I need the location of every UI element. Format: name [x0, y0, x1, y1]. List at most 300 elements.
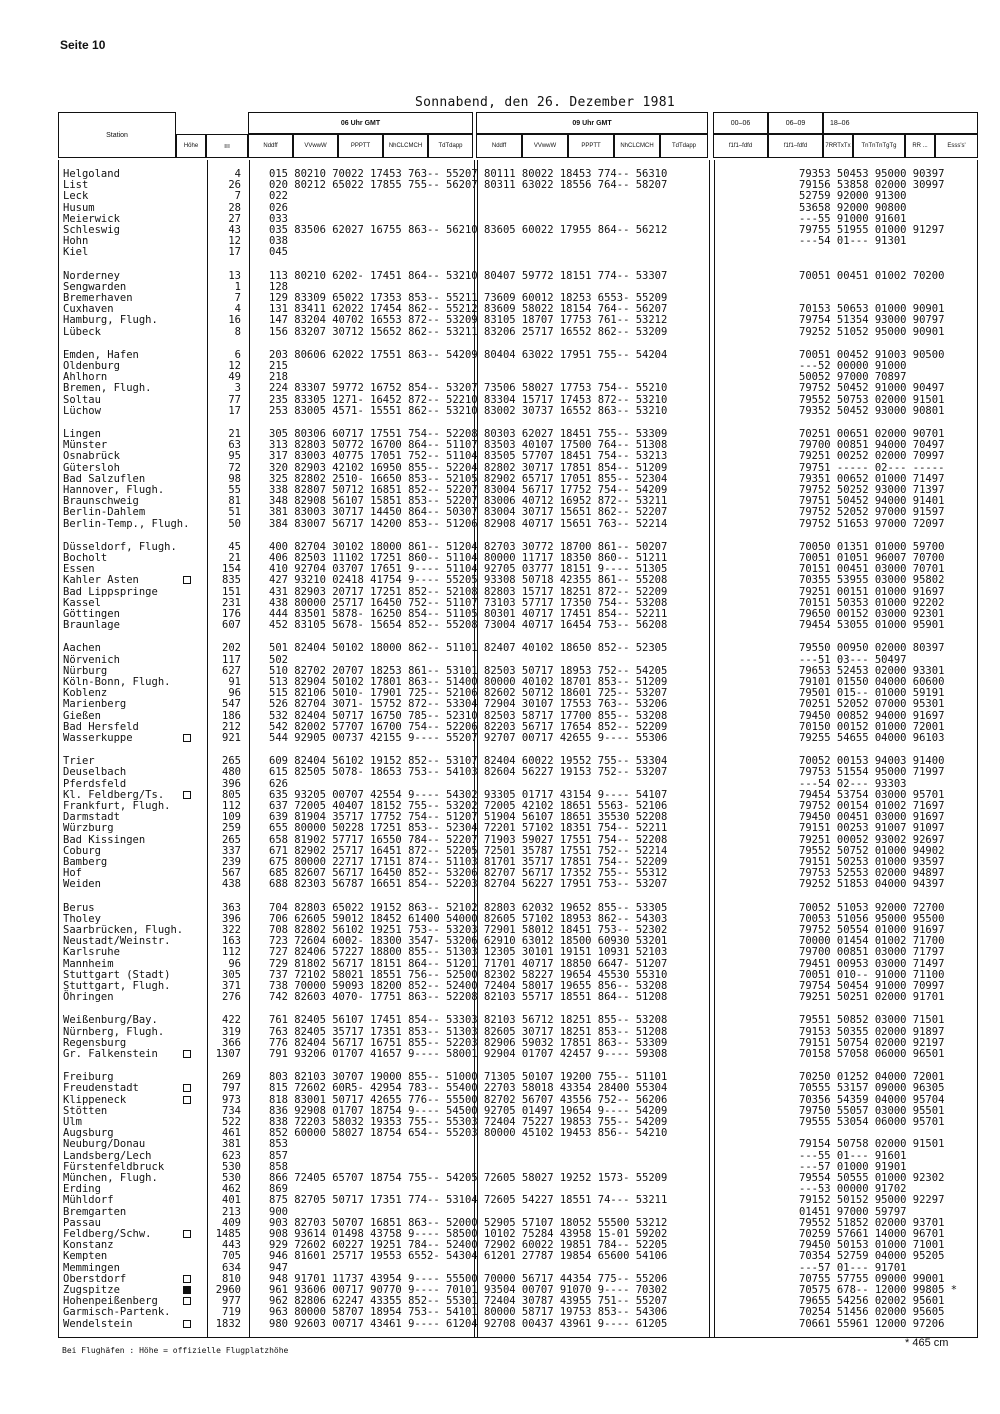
open-square-marker [183, 1230, 191, 1238]
table-row [59, 789, 979, 801]
obs-extra: 79353 50453 95000 90397 [799, 168, 945, 180]
table-row [59, 676, 979, 688]
obs-09utc: 82103 55717 18551 864-- 51208 [484, 991, 668, 1004]
obs-09utc: 73004 40717 16454 753-- 56208 [484, 619, 668, 632]
table-row [59, 552, 979, 564]
sub-06-clouds: NhCLCMCH [383, 134, 428, 158]
obs-09utc: 72901 58012 18451 753-- 52302 [484, 924, 668, 936]
table-row [59, 314, 979, 326]
table-row [59, 1071, 979, 1083]
station-name: Darmstadt [63, 811, 120, 824]
station-altitude: 91 [228, 676, 241, 688]
table-row [59, 281, 979, 293]
station-altitude: 202 [222, 642, 241, 655]
obs-09utc: 71903 59027 17551 754-- 52208 [484, 833, 668, 846]
obs-extra: 79450 00852 94000 91697 [799, 709, 945, 722]
obs-extra: 79151 00253 91007 91097 [799, 822, 945, 835]
iii-column-header: ııı [206, 134, 248, 158]
station-name: Karlsruhe [63, 946, 120, 959]
obs-06utc: 947 [269, 1261, 288, 1274]
station-altitude: 567 [222, 867, 241, 880]
table-row [59, 1138, 979, 1150]
station-name: Münster [63, 439, 108, 452]
obs-06utc: 147 83204 40702 16553 872-- 53209 [269, 314, 478, 327]
station-altitude: 921 [222, 732, 241, 744]
station-altitude: 396 [222, 777, 241, 790]
obs-06utc: 727 82406 57227 18800 855-- 51303 [269, 946, 478, 959]
obs-09utc: 93305 01717 43154 9---- 54107 [484, 788, 668, 801]
table-row [59, 574, 979, 586]
obs-06utc: 900 [269, 1205, 288, 1218]
station-altitude: 366 [222, 1036, 241, 1049]
obs-09utc: 82407 40102 18650 852-- 52305 [484, 642, 668, 655]
obs-extra: 79751 50452 94000 91401 [799, 495, 945, 508]
station-altitude: 112 [222, 800, 241, 812]
station-name: München, Flugh. [63, 1172, 158, 1184]
table-row [59, 654, 979, 666]
station-name: Koblenz [63, 687, 108, 700]
obs-09utc: 83004 30717 15651 862-- 52207 [484, 506, 668, 519]
station-name: Öhringen [63, 991, 114, 1004]
obs-06utc: 033 [269, 212, 288, 225]
table-row [59, 394, 979, 406]
table-row [59, 980, 979, 992]
obs-09utc: 72501 35787 17551 752-- 52214 [484, 844, 668, 857]
obs-09utc: 82503 58717 17700 855-- 53208 [484, 709, 668, 722]
obs-extra: ---55 91000 91601 [799, 212, 907, 225]
station-altitude: 480 [222, 766, 241, 779]
station-name: Osnabrück [63, 450, 120, 463]
open-square-marker [183, 576, 191, 584]
station-name: Saarbrücken, Flugh. [63, 924, 184, 936]
footnote-asterisk: * 465 cm [905, 1337, 949, 1349]
table-row [59, 991, 979, 1003]
obs-extra: 70150 00152 01000 72001 [799, 720, 945, 733]
obs-extra: 79351 00652 01000 71497 [799, 472, 945, 485]
sub-06-vvwww: VVwwW [293, 134, 338, 158]
station-altitude: 530 [222, 1160, 241, 1173]
table-row [59, 270, 979, 282]
station-altitude: 12 [228, 360, 241, 372]
obs-06utc: 305 80306 60717 17551 754-- 52208 [269, 428, 478, 440]
station-name: Husum [63, 201, 95, 214]
obs-extra: 79554 50555 01000 92302 [799, 1172, 945, 1184]
obs-06utc: 452 83105 5678- 15654 852-- 55208 [269, 619, 478, 632]
station-altitude: 422 [222, 1014, 241, 1027]
obs-extra: 79752 50554 01000 91697 [799, 924, 945, 936]
table-row [59, 235, 979, 247]
obs-extra: 79101 01550 04000 60600 [799, 676, 945, 688]
obs-extra: 70151 00451 03000 70701 [799, 563, 945, 576]
station-altitude: 213 [222, 1205, 241, 1218]
period-18-06-header: 18–06 [823, 112, 978, 134]
station-altitude: 77 [228, 393, 241, 406]
station-altitude: 51 [228, 506, 241, 519]
station-name: Feldberg/Schw. [63, 1228, 152, 1240]
station-altitude: 109 [222, 811, 241, 824]
station-name: Bremen, Flugh. [63, 382, 152, 395]
station-name: Garmisch-Partenk. [63, 1306, 171, 1319]
station-altitude: 734 [222, 1104, 241, 1117]
obs-09utc: 93504 00707 91070 9---- 70302 [484, 1284, 668, 1296]
obs-09utc: 73506 58027 17753 754-- 55210 [484, 382, 668, 395]
obs-06utc: 532 82404 50717 16750 785-- 52310 [269, 709, 478, 722]
obs-09utc: 83006 40712 16952 872-- 53211 [484, 495, 668, 508]
obs-extra: 79700 00851 94000 70497 [799, 439, 945, 452]
table-row [59, 969, 979, 981]
obs-09utc: 83105 18707 17753 761-- 53212 [484, 314, 668, 327]
obs-09utc: 83505 57707 18451 754-- 53213 [484, 450, 668, 463]
obs-09utc: 80000 58717 19753 853-- 54306 [484, 1306, 668, 1319]
station-altitude: 63 [228, 439, 241, 452]
table-row [59, 913, 979, 925]
sub-x-3: 7RRTxTx [823, 134, 853, 158]
observation-table [58, 160, 978, 1338]
station-altitude: 8 [234, 325, 241, 338]
obs-09utc: 51904 56107 18651 35530 52208 [484, 811, 668, 824]
station-altitude: 26 [228, 179, 241, 192]
obs-09utc: 82203 56717 17654 852-- 52209 [484, 720, 668, 733]
obs-09utc: 71305 50107 19200 755-- 51101 [484, 1071, 668, 1084]
obs-extra: 70575 678-- 12000 99805 * [799, 1284, 958, 1296]
obs-09utc: 73609 60012 18253 6553- 55209 [484, 292, 668, 304]
obs-06utc: 980 92603 00717 43461 9---- 61204 [269, 1317, 478, 1330]
station-name: Nürburg [63, 664, 108, 677]
obs-extra: 70053 51056 95000 95500 [799, 912, 945, 925]
station-name: Stötten [63, 1104, 108, 1117]
station-name: Ahlhorn [63, 371, 108, 384]
station-name: List [63, 179, 89, 192]
obs-09utc: 70000 56717 44354 775-- 55206 [484, 1272, 668, 1285]
station-name: Coburg [63, 844, 101, 857]
obs-09utc: 82605 57102 18953 862-- 54303 [484, 912, 668, 925]
station-name: Kempten [63, 1250, 108, 1263]
station-altitude: 305 [222, 968, 241, 981]
obs-06utc: 218 [269, 371, 288, 384]
station-name: Bad Kissingen [63, 833, 146, 846]
open-square-marker [183, 1320, 191, 1328]
table-row [59, 1262, 979, 1274]
obs-extra: 70151 50353 01000 92202 [799, 596, 945, 609]
obs-09utc: 80000 11717 18350 860-- 51211 [484, 552, 668, 564]
obs-09utc: 82302 58227 19654 45530 55310 [484, 968, 668, 981]
station-altitude: 1832 [215, 1317, 241, 1330]
obs-09utc: 72902 60022 19851 784-- 52205 [484, 1239, 668, 1252]
table-row [59, 856, 979, 868]
obs-09utc: 80407 59772 18151 774-- 53307 [484, 269, 668, 282]
obs-extra: 50052 97000 70897 [799, 371, 907, 384]
obs-09utc: 92708 00437 43961 9---- 61205 [484, 1317, 668, 1330]
station-name: Konstanz [63, 1239, 114, 1252]
obs-06utc: 791 93206 01707 41657 9---- 58001 [269, 1048, 478, 1060]
obs-extra: 79255 54655 04000 96103 [799, 732, 945, 744]
obs-06utc: 626 [269, 777, 288, 790]
table-row [59, 597, 979, 609]
obs-09utc: 72605 58027 19252 1573- 55209 [484, 1172, 668, 1184]
obs-extra: 79555 53054 06000 95701 [799, 1116, 945, 1128]
station-name: Gütersloh [63, 461, 120, 474]
table-row [59, 1082, 979, 1094]
obs-extra: 79753 51554 95000 71997 [799, 766, 945, 779]
obs-06utc: 803 82103 30707 19000 855-- 51000 [269, 1071, 478, 1084]
obs-extra: 79751 ----- 02--- ----- [799, 461, 945, 474]
obs-extra: 70555 53157 09000 96305 [799, 1082, 945, 1095]
table-row [59, 1105, 979, 1117]
obs-extra: 79551 50852 03000 71501 [799, 1014, 945, 1027]
obs-06utc: 438 80000 25717 16450 752-- 51107 [269, 596, 478, 609]
obs-06utc: 761 82405 56107 17451 854-- 53303 [269, 1014, 478, 1027]
obs-06utc: 035 83506 62027 16755 863-- 56210 [269, 224, 478, 236]
obs-06utc: 908 93614 01498 43758 9---- 58500 [269, 1228, 478, 1240]
obs-extra: ---57 01000 91901 [799, 1160, 907, 1173]
station-altitude: 151 [222, 585, 241, 598]
station-name: Klippeneck [63, 1093, 127, 1106]
table-row [59, 428, 979, 440]
obs-extra: 70158 57058 06000 96501 [799, 1048, 945, 1060]
station-altitude: 719 [222, 1306, 241, 1319]
open-square-marker [183, 1096, 191, 1104]
obs-06utc: 637 72005 40407 18152 755-- 53202 [269, 800, 478, 812]
station-altitude: 21 [228, 552, 241, 564]
obs-extra: 70755 57755 09000 99001 [799, 1272, 945, 1285]
obs-extra: 70254 51456 02000 95605 [799, 1306, 945, 1319]
obs-extra: 70051 00451 01002 70200 [799, 269, 945, 282]
table-row [59, 1094, 979, 1106]
station-altitude: 1 [234, 280, 241, 293]
obs-extra: 79753 52553 02000 94897 [799, 867, 945, 880]
station-altitude: 530 [222, 1172, 241, 1184]
station-name: Köln-Bonn, Flugh. [63, 676, 171, 688]
station-altitude: 49 [228, 371, 241, 384]
obs-extra: 79151 50253 01000 93597 [799, 856, 945, 868]
obs-extra: 70051 010-- 91000 71100 [799, 968, 945, 981]
page-title: Sonnabend, den 26. Dezember 1981 [415, 95, 676, 110]
table-row [59, 1161, 979, 1173]
obs-09utc: 83609 58022 18154 764-- 56207 [484, 303, 668, 316]
period-06-09-header: 06–09 [768, 112, 823, 134]
obs-09utc: 82503 50717 18953 752-- 54205 [484, 664, 668, 677]
obs-09utc: 82605 30717 18251 853-- 51208 [484, 1025, 668, 1038]
table-row [59, 586, 979, 598]
obs-extra: 70052 51053 92000 72700 [799, 901, 945, 914]
obs-06utc: 431 82903 20717 17251 852-- 52108 [269, 585, 478, 598]
obs-06utc: 658 81902 57717 16550 784-- 52207 [269, 833, 478, 846]
station-altitude: 547 [222, 698, 241, 711]
station-name: Passau [63, 1216, 101, 1229]
station-name: Wendelstein [63, 1317, 133, 1330]
table-row [59, 822, 979, 834]
table-row [59, 721, 979, 733]
obs-06utc: 128 [269, 280, 288, 293]
table-row [59, 360, 979, 372]
sub-06-tdapp: TdTdapp [428, 134, 473, 158]
station-name: Hof [63, 867, 82, 880]
obs-09utc: 82802 30717 17851 854-- 51209 [484, 461, 668, 474]
obs-09utc: 12305 30101 19151 10931 52103 [484, 946, 668, 959]
station-altitude: 4 [234, 303, 241, 316]
station-name: Bad Lippspringe [63, 585, 158, 598]
obs-extra: 79552 50752 01000 94902 [799, 844, 945, 857]
station-name: Pferdsfeld [63, 777, 127, 790]
obs-06utc: 400 82704 30102 18000 861-- 51204 [269, 540, 478, 553]
obs-extra: 01451 97000 59797 [799, 1205, 907, 1218]
station-name: Würzburg [63, 822, 114, 835]
obs-09utc: 92707 00717 42655 9---- 55306 [484, 732, 668, 744]
table-row [59, 811, 979, 823]
obs-extra: 70259 57661 14000 96701 [799, 1228, 945, 1240]
obs-09utc: 61201 27787 19854 65600 54106 [484, 1250, 668, 1263]
obs-extra: 79451 00953 03000 71497 [799, 957, 945, 970]
table-row [59, 766, 979, 778]
station-altitude: 401 [222, 1194, 241, 1207]
station-name: Düsseldorf, Flugh. [63, 540, 177, 553]
obs-extra: 79752 50252 93000 71397 [799, 484, 945, 496]
sub-x-2: f1f1–fdfd [768, 134, 823, 158]
obs-06utc: 542 82002 57707 16700 754-- 52206 [269, 720, 478, 733]
obs-09utc: 72404 30787 43955 751-- 55207 [484, 1295, 668, 1308]
obs-06utc: 962 82806 62247 43355 852-- 55301 [269, 1295, 478, 1308]
station-altitude: 96 [228, 957, 241, 970]
sub-x-1: f1f1–fdfd [713, 134, 768, 158]
table-row [59, 1250, 979, 1262]
sub-09-ppptt: PPPTT [568, 134, 614, 158]
table-row [59, 834, 979, 846]
station-altitude: 212 [222, 720, 241, 733]
station-name: Aachen [63, 642, 101, 655]
open-square-marker [183, 734, 191, 742]
table-row [59, 1284, 979, 1296]
obs-06utc: 026 [269, 201, 288, 214]
obs-09utc: 82404 60022 19552 755-- 53304 [484, 755, 668, 768]
station-altitude: 2960 [215, 1284, 241, 1296]
obs-09utc: 62910 63012 18500 60930 53201 [484, 935, 668, 948]
station-name: Cuxhaven [63, 303, 114, 316]
table-row [59, 349, 979, 361]
table-row [59, 946, 979, 958]
open-square-marker [183, 791, 191, 799]
obs-extra: 79151 50754 02000 92197 [799, 1036, 945, 1049]
station-name: Neustadt/Weinstr. [63, 935, 171, 948]
obs-06utc: 815 72602 60R5- 42954 783-- 55400 [269, 1082, 478, 1095]
obs-06utc: 215 [269, 360, 288, 372]
station-name: Berlin-Dahlem [63, 506, 146, 519]
station-altitude: 259 [222, 822, 241, 835]
obs-09utc: 81701 35717 17851 754-- 52209 [484, 856, 668, 868]
station-name: Hannover, Flugh. [63, 484, 165, 496]
station-altitude: 7 [234, 292, 241, 304]
station-name: Sengwarden [63, 280, 127, 293]
obs-09utc: 80000 40102 18701 853-- 51209 [484, 676, 668, 688]
station-altitude: 265 [222, 833, 241, 846]
obs-06utc: 737 72102 58021 18551 756-- 52500 [269, 968, 478, 981]
station-altitude: 4 [234, 168, 241, 180]
obs-06utc: 427 93210 02418 41754 9---- 55205 [269, 574, 478, 587]
station-altitude: 17 [228, 246, 241, 259]
table-row [59, 168, 979, 180]
station-altitude: 176 [222, 608, 241, 620]
station-altitude: 17 [228, 404, 241, 417]
obs-06utc: 501 82404 50102 18000 862-- 51101 [269, 642, 478, 655]
station-name: Braunlage [63, 619, 120, 632]
obs-06utc: 742 82603 4070- 17751 863-- 52208 [269, 991, 478, 1004]
filled-square-marker [183, 1286, 191, 1294]
obs-09utc: 73103 57717 17350 754-- 53208 [484, 596, 668, 609]
obs-extra: 52759 92000 91300 [799, 190, 907, 203]
obs-extra: 79251 50251 02000 91701 [799, 991, 945, 1004]
footnote: Bei Flughäfen : Höhe = offizielle Flugplatzhöhe [62, 1346, 289, 1355]
table-row [59, 202, 979, 214]
table-row [59, 1048, 979, 1060]
station-name: Fürstenfeldbruck [63, 1160, 165, 1173]
obs-06utc: 045 [269, 246, 288, 259]
station-name: Göttingen [63, 608, 120, 620]
obs-06utc: 513 82904 50102 17801 863-- 51400 [269, 676, 478, 688]
station-name: Weiden [63, 878, 101, 891]
station-name: Freiburg [63, 1071, 114, 1084]
table-row [59, 800, 979, 812]
obs-extra: 79251 00052 93002 92697 [799, 833, 945, 846]
table-row [59, 371, 979, 383]
obs-06utc: 875 82705 50717 17351 774-- 53104 [269, 1194, 478, 1207]
obs-extra: 79251 00151 01000 91697 [799, 585, 945, 598]
table-row [59, 1014, 979, 1026]
obs-06utc: 235 83305 1271- 16452 872-- 52210 [269, 393, 478, 406]
obs-06utc: 515 82106 5010- 17901 725-- 52106 [269, 687, 478, 700]
obs-06utc: 131 83411 62022 17454 862-- 55212 [269, 303, 478, 316]
obs-extra: 70251 52052 07000 95301 [799, 698, 945, 711]
obs-extra: 79754 50454 91000 70997 [799, 980, 945, 992]
obs-06utc: 320 82903 42102 16950 855-- 52204 [269, 461, 478, 474]
station-altitude: 186 [222, 709, 241, 722]
table-row [59, 246, 979, 258]
obs-extra: 79454 53055 01000 95901 [799, 619, 945, 632]
obs-09utc: 71701 40717 18850 6647- 51207 [484, 957, 668, 970]
obs-06utc: 384 83007 56717 14200 853-- 51206 [269, 517, 478, 530]
table-row [59, 224, 979, 236]
table-header [58, 112, 978, 158]
table-row [59, 462, 979, 474]
obs-extra: 79352 50452 93000 90801 [799, 404, 945, 417]
table-row [59, 619, 979, 631]
obs-09utc: 92705 01497 19654 9---- 54209 [484, 1104, 668, 1117]
sub-09-clouds: NhCLCMCH [614, 134, 660, 158]
station-altitude: 21 [228, 428, 241, 440]
obs-extra: 79450 50153 01000 71001 [799, 1239, 945, 1252]
obs-09utc: 82602 50712 18601 725-- 53207 [484, 687, 668, 700]
station-name: Lingen [63, 428, 101, 440]
station-name: Essen [63, 563, 95, 576]
station-name: Kahler Asten [63, 574, 139, 587]
station-name: Stuttgart (Stadt) [63, 968, 171, 981]
table-row [59, 518, 979, 530]
open-square-marker [183, 1050, 191, 1058]
station-name: Trier [63, 755, 95, 768]
obs-extra: 79755 51955 01000 91297 [799, 224, 945, 236]
station-name: Weißenburg/Bay. [63, 1014, 158, 1027]
station-name: Hamburg, Flugh. [63, 314, 158, 327]
table-row [59, 1295, 979, 1307]
obs-06utc: 203 80606 62022 17551 863-- 54209 [269, 348, 478, 361]
obs-extra: ---55 01--- 91601 [799, 1149, 907, 1162]
sub-09-tdapp: TdTdapp [660, 134, 708, 158]
sub-09-vvwww: VVwwW [522, 134, 568, 158]
table-row [59, 1116, 979, 1128]
obs-06utc: 946 81601 25717 19553 6552- 54304 [269, 1250, 478, 1263]
obs-09utc: 72201 57102 18351 754-- 52211 [484, 822, 668, 835]
station-name: Tholey [63, 912, 101, 925]
obs-extra: 70356 54359 04000 95704 [799, 1093, 945, 1106]
table-row [59, 1150, 979, 1162]
